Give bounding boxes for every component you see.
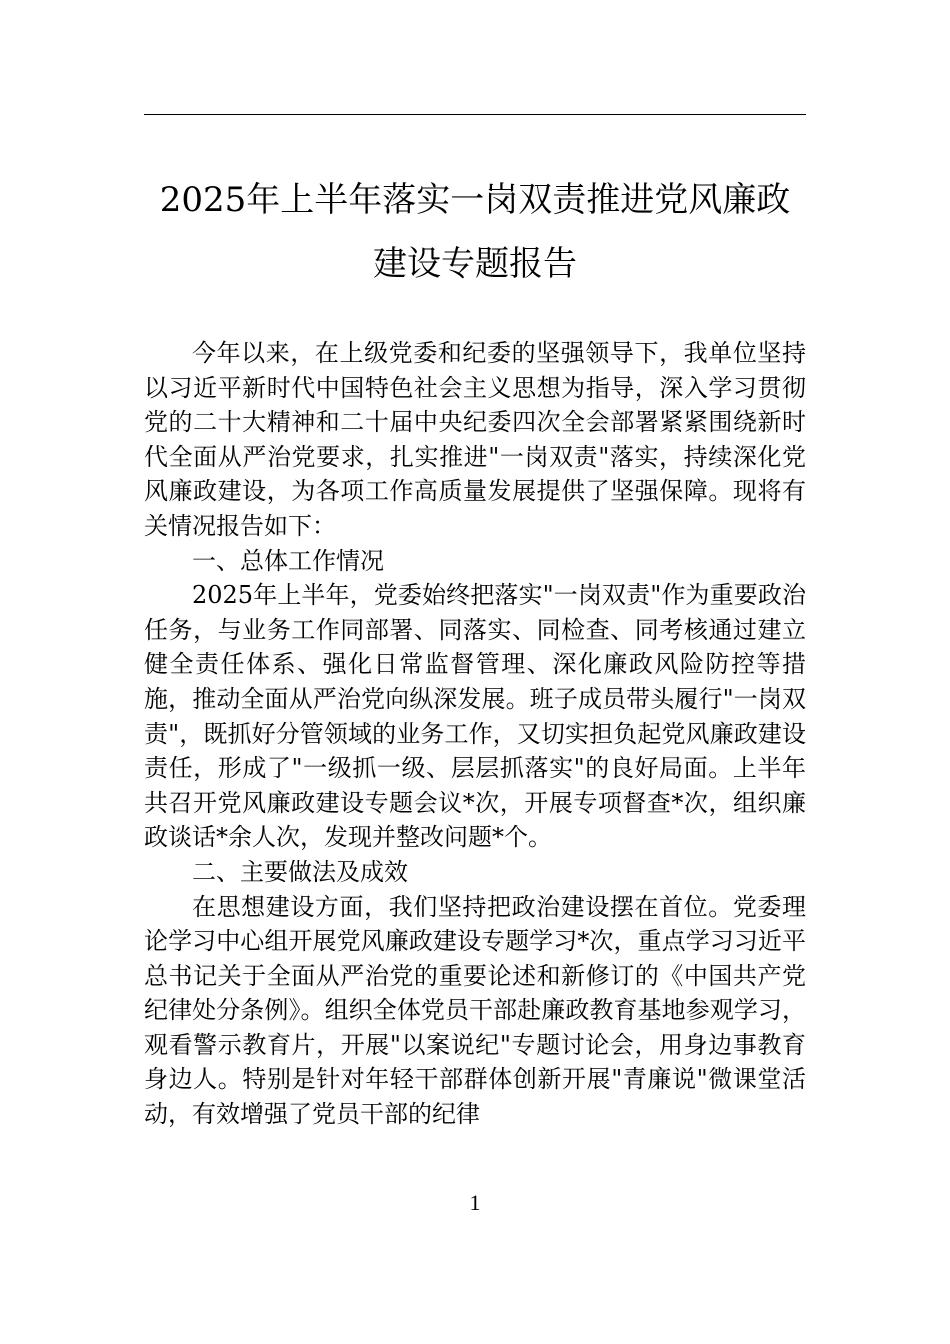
title-line-2: 建设专题报告 [373,244,577,284]
practices-paragraph: 在思想建设方面，我们坚持把政治建设摆在首位。党委理论学习中心组开展党风廉政建设专题学习*次，重点学习习近平总书记关于全面从严治党的重要论述和新修订的《中国共产党纪律处分条例》。组织全体党员干部赴廉政教育基地参观学习，观看警示教育片，开展"以案说纪"专题讨论会，用身边事教育身边人。特别是针对年轻干部群体创新开展"青廉说"微课堂活动，有效增强了党员干部的纪律 [144,892,806,1129]
overall-paragraph: 2025年上半年，党委始终把落实"一岗双责"作为重要政治任务，与业务工作同部署、同落实、同检查、同考核通过建立健全责任体系、强化日常监督管理、深化廉政风险防控等措施，推动全面从严治党向纵深发展。班子成员带头履行"一岗双责"，既抓好分管领域的业务工作，又切实担负起党风廉政建设责任，形成了"一级抓一级、层层抓落实"的良好局面。上半年共召开党风廉政建设专题会议*次，开展专项督查*次，组织廉政谈话*余人次，发现并整改问题*个。 [144,581,806,852]
title-line-1: 2025年上半年落实一岗双责推进党风廉政 [159,180,791,220]
section-heading-overall: 一、总体工作情况 [192,546,384,575]
section-heading-practices: 二、主要做法及成效 [192,857,408,886]
document-body [144,336,806,1132]
intro-paragraph: 今年以来，在上级党委和纪委的坚强领导下，我单位坚持以习近平新时代中国特色社会主义思想为指导，深入学习贯彻党的二十大精神和二十届中央纪委四次全会部署紧紧围绕新时代全面从严治党要求，扎实推进"一岗双责"落实，持续深化党风廉政建设，为各项工作高质量发展提供了坚强保障。现将有关情况报告如下： [144,339,806,540]
header-rule [144,114,806,115]
document-title [144,168,806,296]
page-number: 1 [469,1190,481,1215]
